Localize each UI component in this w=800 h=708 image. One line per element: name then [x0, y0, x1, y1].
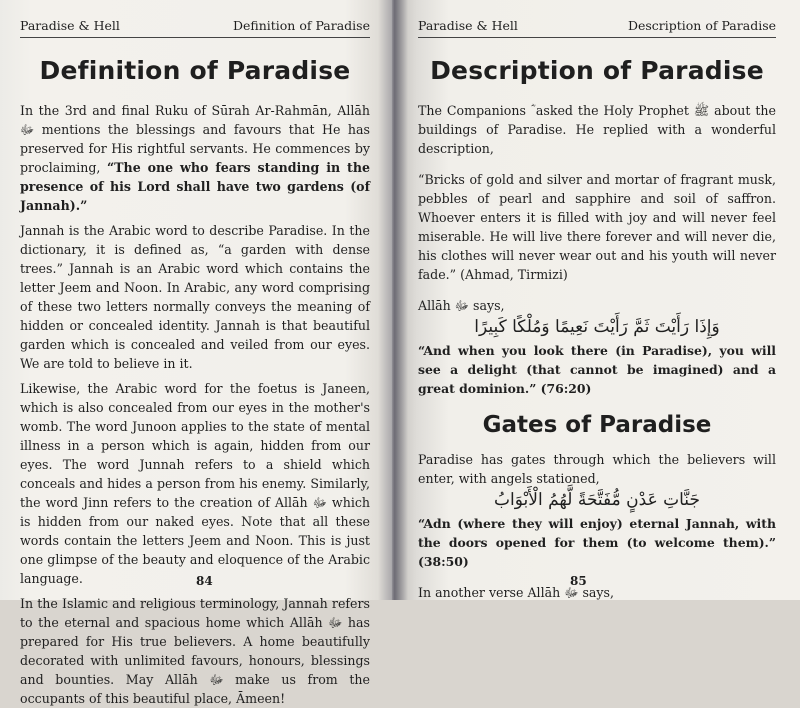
- paragraph-gates: Paradise has gates through which the believers will enter, with angels stationed,: [418, 452, 776, 486]
- paragraph-another-verse: In another verse Allāh ﷻ says,: [418, 585, 614, 600]
- paragraph-intro-text: In the 3rd and final Ruku of Sūrah Ar-Rahmān, Allāh ﷻ mentions the blessings and favours that He has preserved for His rightful servants. He commences by proclaiming,: [20, 103, 370, 175]
- paragraph-janeen: Likewise, the Arabic word for the foetus is Janeen, which is also concealed from our eyes in the mother's womb. The word Junoon applies to the state of mental illness in a person which is again, hidden from our eyes. The word Junnah refers to a shield which conceals and hides a person from his enemy. Similarly, the word Jinn refers to the creation of Allāh ﷻ which is hidden from our naked eyes. Note that all these words contain the letters Jeem and Noon. This is just one glimpse of the beauty and eloquence of the Arabic language.: [20, 381, 371, 586]
- paragraph-intro: [20, 101, 370, 215]
- arabic-verse-2: جَنَّاتِ عَدْنٍ مُّفَتَّحَةً لَّهُمُ الْأَبْوَابُ: [494, 490, 700, 510]
- section-title-gates: Gates of Paradise: [482, 412, 712, 438]
- page-number-left: 84: [196, 574, 213, 588]
- running-header-right: [418, 18, 776, 38]
- paragraph-companions: The Companions ؓ asked the Holy Prophet ﷺ about the buildings of Paradise. He replied with a wonderful description,: [418, 103, 776, 156]
- quote-verse-2: “Adn (where they will enjoy) eternal Jannah, with the doors opened for them (to welcome them).” (38:50): [418, 516, 776, 569]
- allah-says-1: Allāh ﷻ says,: [418, 298, 505, 313]
- book-title-header: Paradise & Hell: [418, 18, 518, 33]
- paragraph-terminology: In the Islamic and religious terminology, Jannah refers to the eternal and spacious home which Allāh ﷻ has prepared for His true believers. A home beautifully decorated with unlimited favours, honours, blessings and bounties. May Allāh ﷻ make us from the occupants of this beautiful place, Āmeen!: [20, 596, 370, 706]
- book-spine-shadow: [378, 0, 408, 600]
- arabic-verse-1: وَإِذَا رَأَيْتَ ثَمَّ رَأَيْتَ نَعِيمًا وَمُلْكًا كَبِيرًا: [474, 317, 720, 337]
- book-title-header: Paradise & Hell: [20, 18, 120, 33]
- paragraph-jannah: Jannah is the Arabic word to describe Paradise. In the dictionary, it is defined as, “a garden with dense trees.” Jannah is an Arabic word which contains the letter Jeem and Noon. In Arabic, any word comprising of these two letters normally conveys the meaning of hidden or concealed identity. Jannah is that beautiful garden which is concealed and veiled from our eyes. We are told to believe in it.: [20, 223, 370, 371]
- page-title: Description of Paradise: [430, 56, 764, 85]
- quote-bold: “The one who fears standing in the presence of his Lord shall have two gardens (of Jannah).”: [20, 160, 370, 213]
- left-page: [0, 0, 392, 706]
- quote-verse-1: “And when you look there (in Paradise), you will see a delight (that cannot be imagined) and a great dominion.” (76:20): [418, 343, 776, 396]
- running-header-left: [20, 18, 370, 38]
- chapter-title-header: Definition of Paradise: [232, 18, 370, 33]
- chapter-title-header: Description of Paradise: [627, 18, 776, 33]
- page-number-right: 85: [570, 574, 587, 588]
- paragraph-description: “Bricks of gold and silver and mortar of fragrant musk, pebbles of pearl and sapphire and soil of saffron. Whoever enters it is filled with joy and will never feel miserable. He will live there forever and will never die, his clothes will never wear out and his youth will never fade.” (Ahmad, Tirmizi): [418, 172, 776, 282]
- right-page: [392, 0, 800, 600]
- page-title: Definition of Paradise: [39, 56, 351, 85]
